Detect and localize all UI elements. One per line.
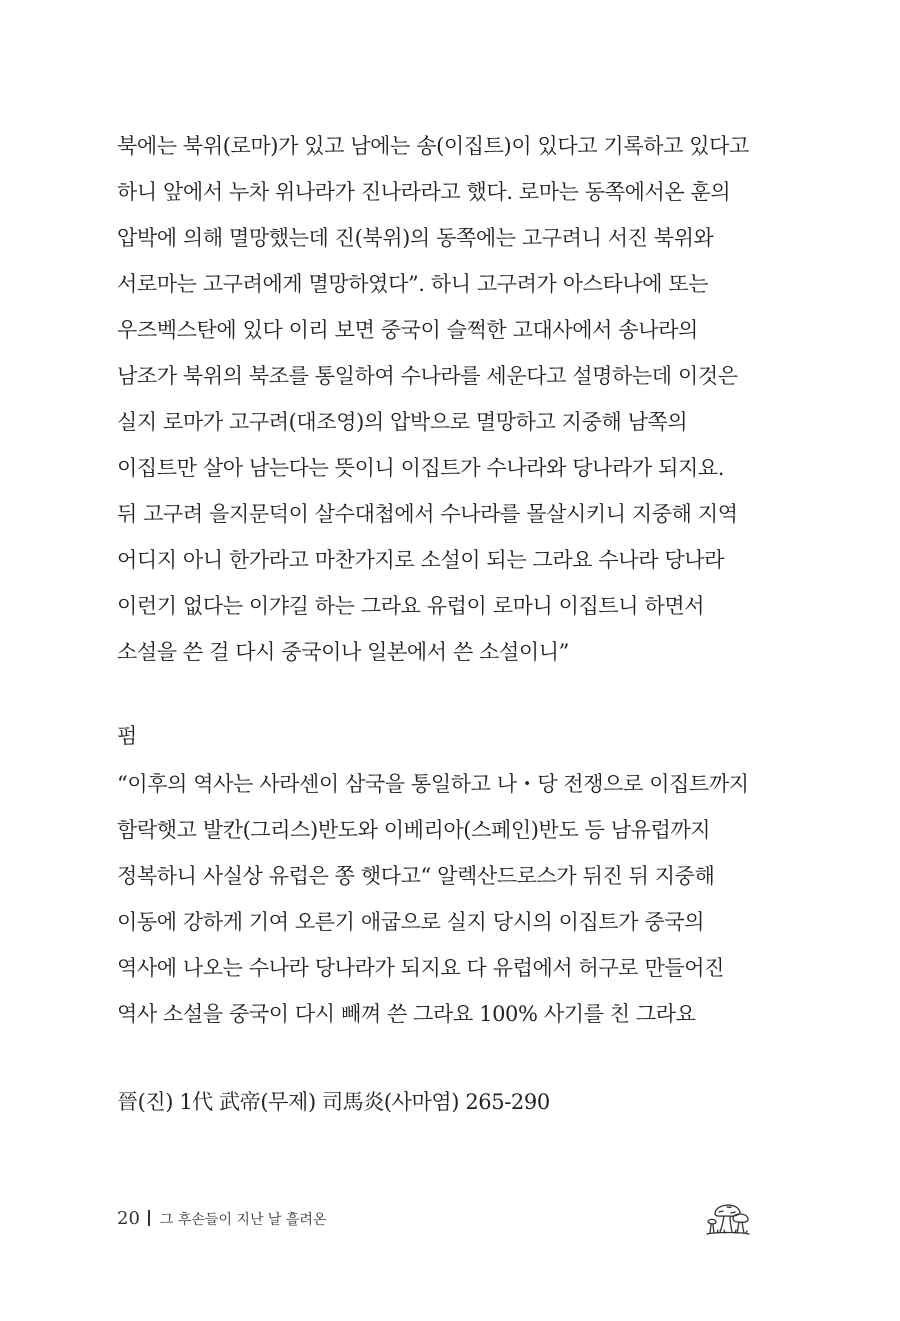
body-line-6: 남조가 북위의 북조를 통일하여 수나라를 세운다고 설명하는데 이것은	[117, 364, 738, 388]
mushroom-cluster-icon	[705, 1192, 751, 1238]
body-line-4: 서로마는 고구려에게 멸망하였다”. 하니 고구려가 아스타나에 또는	[117, 272, 709, 296]
running-title: 그 후손들이 지난 날 흘려온	[159, 1212, 327, 1228]
footer-divider	[148, 1210, 150, 1226]
quote-line-6: 역사 소설을 중국이 다시 빼껴 쓴 그라요 100% 사기를 친 그라요	[117, 1002, 696, 1026]
body-line-12: 소설을 쓴 걸 다시 중국이나 일본에서 쓴 소설이니”	[117, 640, 569, 664]
body-line-7: 실지 로마가 고구려(대조영)의 압박으로 멸망하고 지중해 남쪽의	[117, 410, 688, 434]
quote-line-1: “이후의 역사는 사라센이 삼국을 통일하고 나・당 전쟁으로 이집트까지	[117, 772, 749, 796]
body-line-1: 북에는 북위(로마)가 있고 남에는 송(이집트)이 있다고 기록하고 있다고	[117, 134, 749, 158]
body-line-9: 뒤 고구려 을지문덕이 살수대첩에서 수나라를 몰살시키니 지중해 지역	[117, 502, 738, 526]
quote-line-2: 함락햇고 발칸(그리스)반도와 이베리아(스페인)반도 등 남유럽까지	[117, 818, 711, 842]
body-line-8: 이집트만 살아 남는다는 뜻이니 이집트가 수나라와 당나라가 되지요.	[117, 456, 725, 480]
quote-line-4: 이동에 강하게 기여 오른기 애굽으로 실지 당시의 이집트가 중국의	[117, 910, 705, 934]
body-line-10: 어디지 아니 한가라고 마찬가지로 소설이 되는 그라요 수나라 당나라	[117, 548, 725, 572]
body-line-5: 우즈벡스탄에 있다 이리 보면 중국이 슬쩍한 고대사에서 송나라의	[117, 318, 698, 342]
page-number: 20	[117, 1208, 140, 1229]
section-heading: 펌	[117, 724, 137, 748]
body-line-2: 하니 앞에서 누차 위나라가 진나라라고 했다. 로마는 동쪽에서온 훈의	[117, 180, 731, 204]
quote-line-3: 정복하니 사실상 유럽은 쫑 햇다고“ 알렉산드로스가 뒤진 뒤 지중해	[117, 864, 715, 888]
body-line-3: 압박에 의해 멸망했는데 진(북위)의 동쪽에는 고구려니 서진 북위와	[117, 226, 714, 250]
body-line-11: 이런기 없다는 이갸길 하는 그라요 유럽이 로마니 이집트니 하면서	[117, 594, 705, 618]
quote-line-5: 역사에 나오는 수나라 당나라가 되지요 다 유럽에서 허구로 만들어진	[117, 956, 725, 980]
reign-note: 晉(진) 1代 武帝(무제) 司馬炎(사마염) 265-290	[117, 1090, 550, 1114]
page-footer	[117, 1208, 326, 1229]
